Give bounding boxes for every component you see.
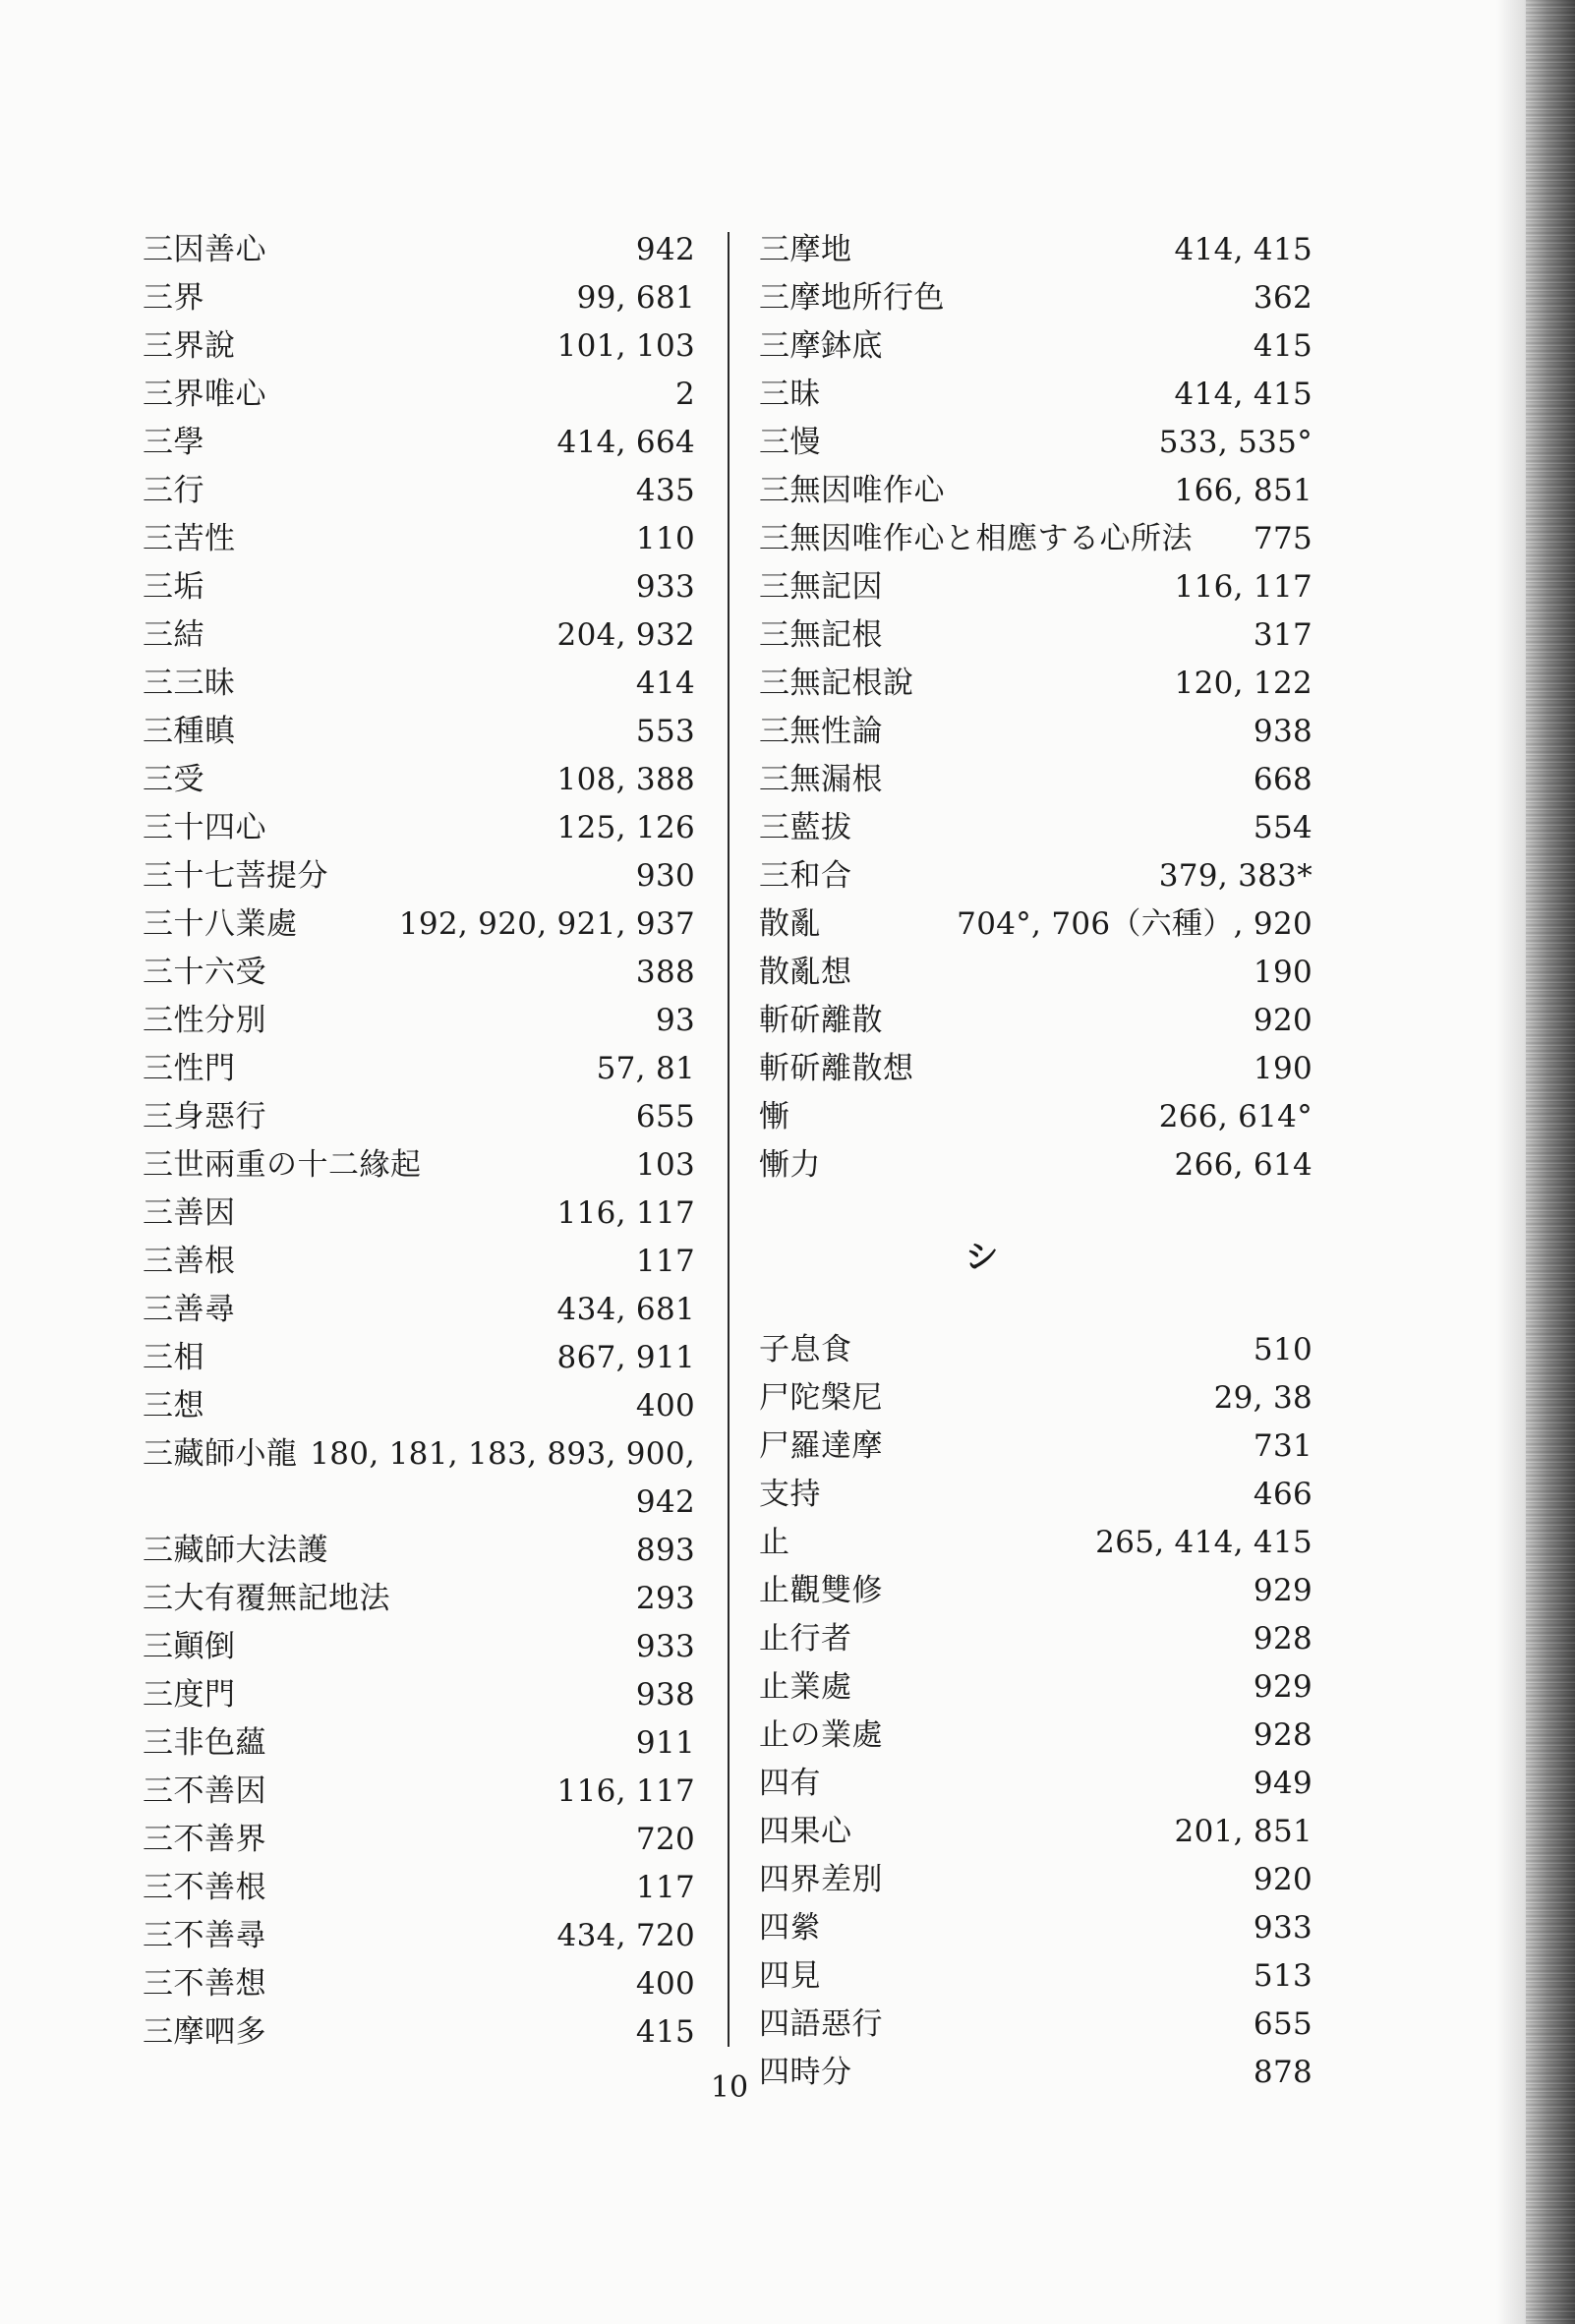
index-term: 三相 xyxy=(143,1340,204,1375)
index-term: 三不善界 xyxy=(143,1822,266,1857)
index-page-refs: 938 xyxy=(635,1677,695,1713)
index-entry xyxy=(143,322,695,371)
index-term: 三界唯心 xyxy=(143,377,266,412)
index-page-refs: 920 xyxy=(1253,1862,1312,1897)
index-entry xyxy=(759,611,1312,660)
index-term: 三身惡行 xyxy=(143,1099,266,1134)
index-term: 三種瞋 xyxy=(143,714,236,749)
index-term: 三無因唯作心 xyxy=(759,473,945,508)
index-term: 三慢 xyxy=(759,425,821,460)
index-term: 三行 xyxy=(143,473,204,508)
index-term: 三大有覆無記地法 xyxy=(143,1581,390,1616)
index-entry xyxy=(143,1382,695,1430)
index-term: 四果心 xyxy=(759,1814,852,1849)
index-page-refs: 949 xyxy=(1253,1766,1312,1801)
index-page-refs: 513 xyxy=(1253,1958,1312,1994)
index-page-refs: 434, 681 xyxy=(556,1292,695,1327)
index-page-refs: 942 xyxy=(635,232,695,267)
index-entry xyxy=(143,708,695,756)
index-entry xyxy=(759,1615,1312,1663)
index-entry xyxy=(759,1374,1312,1423)
index-entry xyxy=(759,1141,1312,1190)
index-page-refs: 933 xyxy=(1253,1910,1312,1946)
index-entry xyxy=(759,1856,1312,1904)
index-term: 三昧 xyxy=(759,377,821,412)
index-page-refs: 400 xyxy=(635,1388,695,1423)
index-entry xyxy=(759,1093,1312,1141)
index-entry xyxy=(143,804,695,852)
scanned-page-edge xyxy=(1496,0,1575,2324)
index-entry xyxy=(143,1960,695,2008)
index-term: 三界 xyxy=(143,280,204,316)
index-entry xyxy=(143,1141,695,1190)
index-term: 三無性論 xyxy=(759,714,883,749)
index-page-refs: 204, 932 xyxy=(556,617,695,653)
index-page-refs: 878 xyxy=(1253,2055,1312,2090)
index-page-refs: 553 xyxy=(635,714,695,749)
index-page-refs: 388 xyxy=(635,955,695,990)
index-entry xyxy=(759,804,1312,852)
index-entry xyxy=(143,1238,695,1286)
index-term: 三善根 xyxy=(143,1244,236,1279)
index-page-refs: 110 xyxy=(635,521,695,556)
index-term: 三和合 xyxy=(759,858,852,894)
index-entry xyxy=(143,1286,695,1334)
index-page-refs: 116, 117 xyxy=(1174,569,1312,605)
index-entry xyxy=(759,949,1312,997)
index-term: 三性門 xyxy=(143,1051,236,1086)
index-page-refs: 893 xyxy=(635,1533,695,1568)
index-page-refs: 317 xyxy=(1253,617,1312,653)
index-entry xyxy=(143,1816,695,1864)
index-page-refs: 101, 103 xyxy=(556,328,695,364)
index-term: 三不善因 xyxy=(143,1773,266,1809)
index-term: 三善因 xyxy=(143,1195,236,1231)
index-page-refs: 929 xyxy=(1253,1573,1312,1608)
index-entry xyxy=(143,852,695,901)
index-page-refs: 533, 535° xyxy=(1158,425,1312,460)
index-page-refs: 190 xyxy=(1253,955,1312,990)
index-entry xyxy=(143,1430,695,1479)
index-entry xyxy=(759,1567,1312,1615)
index-entry xyxy=(759,322,1312,371)
index-page-refs: 414 xyxy=(635,666,695,701)
index-page-refs: 201, 851 xyxy=(1174,1814,1312,1849)
index-term: 三藏師小龍 xyxy=(143,1436,298,1472)
index-entry xyxy=(759,901,1312,949)
index-entry xyxy=(143,515,695,563)
column-divider xyxy=(728,232,729,2047)
index-column-left xyxy=(143,226,695,2057)
index-page-refs: 2 xyxy=(674,377,695,412)
index-entry xyxy=(143,1575,695,1623)
index-page-refs: 942 xyxy=(635,1484,695,1520)
index-entry xyxy=(759,226,1312,274)
index-entry xyxy=(143,371,695,419)
index-page-refs: 704°, 706（六種）, 920 xyxy=(957,906,1312,942)
index-entry xyxy=(759,1904,1312,1952)
index-page-refs: 911 xyxy=(635,1725,695,1761)
index-group-after-heading xyxy=(759,1326,1312,2097)
index-term: 子息食 xyxy=(759,1332,852,1367)
index-page-refs: 933 xyxy=(635,569,695,605)
index-page-refs: 379, 383* xyxy=(1158,858,1312,894)
index-entry xyxy=(759,1471,1312,1519)
index-page-refs: 920 xyxy=(1253,1003,1312,1038)
index-entry-continuation xyxy=(143,1479,695,1527)
index-page-refs: 93 xyxy=(655,1003,695,1038)
index-page-refs: 775 xyxy=(1253,521,1312,556)
index-page-refs: 180, 181, 183, 893, 900, xyxy=(310,1436,695,1472)
index-page-refs: 117 xyxy=(635,1244,695,1279)
index-term: 斬斫離散想 xyxy=(759,1051,914,1086)
index-term: 三摩地所行色 xyxy=(759,280,945,316)
index-entry xyxy=(143,1864,695,1912)
index-column-right xyxy=(759,226,1312,2097)
index-page-refs: 99, 681 xyxy=(576,280,695,316)
index-entry xyxy=(143,1093,695,1141)
index-term: 三善尋 xyxy=(143,1292,236,1327)
index-page-refs: 933 xyxy=(635,1629,695,1664)
index-term: 三世兩重の十二緣起 xyxy=(143,1147,422,1183)
index-term: 三摩呬多 xyxy=(143,2014,266,2050)
index-page-refs: 928 xyxy=(1253,1717,1312,1753)
index-entry xyxy=(759,1519,1312,1567)
index-entry xyxy=(143,756,695,804)
section-heading-shi: シ xyxy=(964,1238,999,1277)
index-entry xyxy=(143,1334,695,1382)
index-entry xyxy=(143,1719,695,1768)
index-page-refs: 720 xyxy=(635,1822,695,1857)
index-term: 斬斫離散 xyxy=(759,1003,883,1038)
index-page-refs: 929 xyxy=(1253,1669,1312,1705)
index-entry xyxy=(759,419,1312,467)
index-page-refs: 192, 920, 921, 937 xyxy=(398,906,695,942)
index-term: 支持 xyxy=(759,1477,821,1512)
index-term: 三摩鉢底 xyxy=(759,328,883,364)
index-page-refs: 362 xyxy=(1253,280,1312,316)
index-term: 三想 xyxy=(143,1388,204,1423)
index-term: 三摩地 xyxy=(759,232,852,267)
index-entry xyxy=(759,852,1312,901)
index-term: 三因善心 xyxy=(143,232,266,267)
index-entry xyxy=(143,419,695,467)
index-entry xyxy=(143,2008,695,2057)
index-term: 三界說 xyxy=(143,328,236,364)
index-group-before-heading xyxy=(759,226,1312,1190)
index-page-refs: 466 xyxy=(1253,1477,1312,1512)
index-entry xyxy=(143,226,695,274)
index-entry xyxy=(759,756,1312,804)
index-term: 三藍拔 xyxy=(759,810,852,845)
index-entry xyxy=(759,1808,1312,1856)
index-term: 三無記根 xyxy=(759,617,883,653)
index-term: 止の業處 xyxy=(759,1717,883,1753)
index-term: 三無漏根 xyxy=(759,762,883,797)
index-term: 三不善尋 xyxy=(143,1918,266,1953)
index-page-refs: 120, 122 xyxy=(1174,666,1312,701)
index-entry xyxy=(759,2001,1312,2049)
index-term: 三無因唯作心と相應する心所法 xyxy=(759,521,1193,556)
index-term: 三非色蘊 xyxy=(143,1725,266,1761)
index-entry xyxy=(143,611,695,660)
index-entry xyxy=(759,467,1312,515)
index-entry xyxy=(759,371,1312,419)
index-page-refs: 414, 415 xyxy=(1174,232,1312,267)
index-entry xyxy=(143,1190,695,1238)
index-term: 四語惡行 xyxy=(759,2006,883,2042)
index-page-refs: 867, 911 xyxy=(556,1340,695,1375)
index-page-refs: 415 xyxy=(635,2014,695,2050)
index-page-refs: 400 xyxy=(635,1966,695,2002)
index-page-refs: 57, 81 xyxy=(596,1051,695,1086)
index-term: 四界差別 xyxy=(759,1862,883,1897)
index-term: 散亂 xyxy=(759,906,821,942)
index-term: 三不善想 xyxy=(143,1966,266,2002)
index-page-refs: 116, 117 xyxy=(556,1195,695,1231)
index-page-refs: 116, 117 xyxy=(556,1773,695,1809)
index-entry xyxy=(143,901,695,949)
index-term: 三苦性 xyxy=(143,521,236,556)
index-term: 三度門 xyxy=(143,1677,236,1713)
index-term: 三十六受 xyxy=(143,955,266,990)
index-term: 三藏師大法護 xyxy=(143,1533,328,1568)
index-page-refs: 928 xyxy=(1253,1621,1312,1656)
index-term: 三結 xyxy=(143,617,204,653)
index-entry xyxy=(759,1326,1312,1374)
index-term: 止業處 xyxy=(759,1669,852,1705)
index-page-refs: 293 xyxy=(635,1581,695,1616)
index-page-refs: 554 xyxy=(1253,810,1312,845)
index-entry xyxy=(759,1712,1312,1760)
index-entry xyxy=(143,1912,695,1960)
index-term: 慚力 xyxy=(759,1147,821,1183)
index-term: 止 xyxy=(759,1525,790,1560)
index-term: 四時分 xyxy=(759,2055,852,2090)
index-entry xyxy=(143,467,695,515)
index-page-refs: 265, 414, 415 xyxy=(1095,1525,1312,1560)
index-term: 三無記根說 xyxy=(759,666,914,701)
index-term: 四縈 xyxy=(759,1910,821,1946)
index-page-refs: 266, 614° xyxy=(1158,1099,1312,1134)
index-entry xyxy=(143,1768,695,1816)
index-term: 慚 xyxy=(759,1099,790,1134)
index-page-refs: 938 xyxy=(1253,714,1312,749)
index-page-refs: 190 xyxy=(1253,1051,1312,1086)
index-page-refs: 655 xyxy=(1253,2006,1312,2042)
index-term: 止觀雙修 xyxy=(759,1573,883,1608)
index-entry xyxy=(759,563,1312,611)
index-term: 散亂想 xyxy=(759,955,852,990)
index-term: 三顚倒 xyxy=(143,1629,236,1664)
index-term: 三十四心 xyxy=(143,810,266,845)
index-entry xyxy=(143,1671,695,1719)
index-page-refs: 414, 664 xyxy=(556,425,695,460)
index-page-refs: 414, 415 xyxy=(1174,377,1312,412)
index-entry xyxy=(143,1045,695,1093)
index-page-refs: 117 xyxy=(635,1870,695,1905)
index-page-refs: 510 xyxy=(1253,1332,1312,1367)
index-entry xyxy=(143,660,695,708)
index-entry xyxy=(759,1760,1312,1808)
index-page-refs: 29, 38 xyxy=(1213,1380,1312,1416)
index-term: 三十八業處 xyxy=(143,906,298,942)
index-entry xyxy=(759,1952,1312,2001)
index-page-refs: 415 xyxy=(1253,328,1312,364)
index-term: 三學 xyxy=(143,425,204,460)
index-term: 三十七菩提分 xyxy=(143,858,328,894)
index-term: 三不善根 xyxy=(143,1870,266,1905)
index-entry xyxy=(759,997,1312,1045)
index-term: 止行者 xyxy=(759,1621,852,1656)
index-page-refs: 434, 720 xyxy=(556,1918,695,1953)
index-page-refs: 103 xyxy=(635,1147,695,1183)
index-page-refs: 166, 851 xyxy=(1174,473,1312,508)
index-page-refs: 930 xyxy=(635,858,695,894)
index-page-refs: 655 xyxy=(635,1099,695,1134)
index-page-refs: 435 xyxy=(635,473,695,508)
index-entry xyxy=(143,1527,695,1575)
index-entry xyxy=(143,563,695,611)
index-term: 尸陀槃尼 xyxy=(759,1380,883,1416)
index-term: 三無記因 xyxy=(759,569,883,605)
index-entry xyxy=(759,660,1312,708)
index-term: 三垢 xyxy=(143,569,204,605)
index-entry xyxy=(143,1623,695,1671)
index-term: 四見 xyxy=(759,1958,821,1994)
index-term: 三受 xyxy=(143,762,204,797)
index-entry xyxy=(759,515,1312,563)
index-page-refs: 108, 388 xyxy=(556,762,695,797)
index-page-refs: 668 xyxy=(1253,762,1312,797)
index-term: 尸羅達摩 xyxy=(759,1428,883,1464)
index-page-refs: 731 xyxy=(1253,1428,1312,1464)
index-entry xyxy=(759,708,1312,756)
page-number: 10 xyxy=(710,2070,749,2105)
index-entry xyxy=(759,1045,1312,1093)
index-entry xyxy=(759,1663,1312,1712)
index-page-refs: 266, 614 xyxy=(1174,1147,1312,1183)
index-term: 三三昧 xyxy=(143,666,236,701)
index-page-refs: 125, 126 xyxy=(556,810,695,845)
index-entry xyxy=(143,949,695,997)
index-term: 四有 xyxy=(759,1766,821,1801)
index-entry xyxy=(759,1423,1312,1471)
index-term: 三性分別 xyxy=(143,1003,266,1038)
index-entry xyxy=(143,274,695,322)
index-entry xyxy=(143,997,695,1045)
index-entry xyxy=(759,274,1312,322)
